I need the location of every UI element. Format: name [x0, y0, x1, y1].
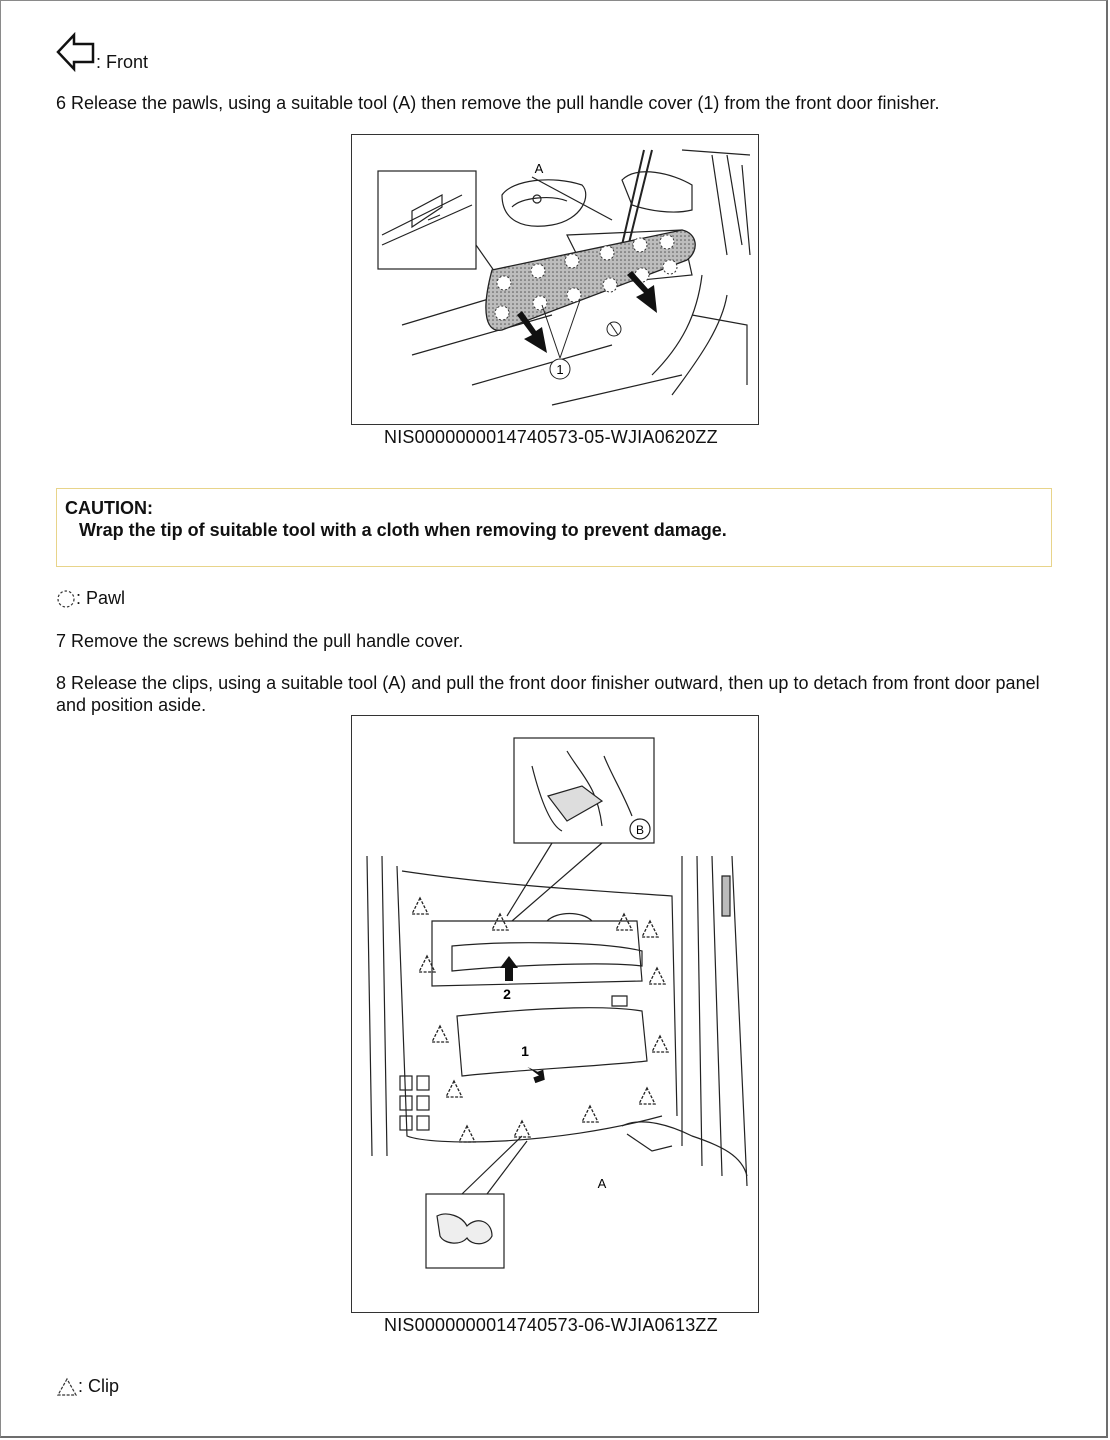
caution-title: CAUTION: [65, 498, 153, 518]
front-legend-label: : Front [96, 52, 149, 72]
step-7-text: 7 Remove the screws behind the pull handle cover. [56, 631, 464, 651]
figure-2-callout-b: B [635, 823, 645, 837]
figure-1-id: NIS0000000014740573-05-WJIA0620ZZ [384, 427, 718, 447]
figure-1-callout-1: 1 [556, 362, 564, 377]
pawl-legend-label: : Pawl [76, 588, 126, 608]
clip-legend [56, 1376, 119, 1397]
front-arrow-icon [56, 31, 96, 73]
step-6-text: 6 Release the pawls, using a suitable tool (A) then remove the pull handle cover (1) from the front door finisher. [56, 93, 940, 113]
clip-icon [56, 1377, 78, 1397]
front-legend [56, 31, 148, 73]
figure-2-callout-2: 2 [503, 986, 511, 1002]
figure-2-illustration [351, 715, 759, 1313]
caution-text: Wrap the tip of suitable tool with a cloth when removing to prevent damage. [79, 520, 727, 540]
pawl-legend [56, 588, 125, 609]
figure-2-callout-a: A [597, 1176, 607, 1191]
figure-2-callout-1: 1 [521, 1043, 529, 1059]
figure-2-id: NIS0000000014740573-06-WJIA0613ZZ [384, 1315, 718, 1335]
pawl-icon [56, 589, 76, 609]
figure-1-callout-a: A [534, 161, 544, 176]
caution-box [56, 488, 1052, 567]
step-8-text: 8 Release the clips, using a suitable tool (A) and pull the front door finisher outward, then up to detach from front door panel and position aside. [56, 673, 1040, 715]
figure-1-illustration [351, 134, 759, 425]
clip-legend-label: : Clip [78, 1376, 120, 1396]
